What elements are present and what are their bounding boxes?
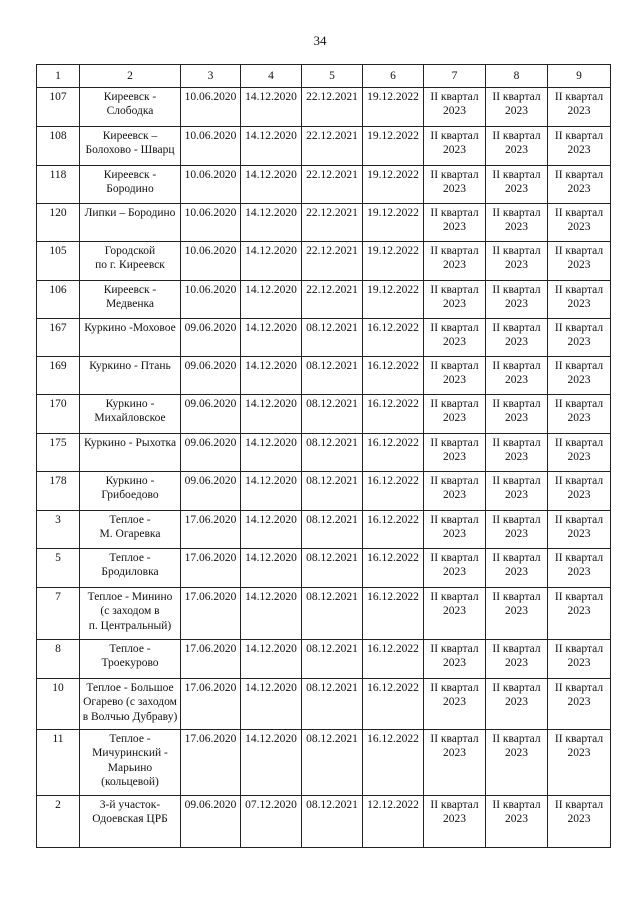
date-cell-3: 17.06.2020 (181, 640, 241, 679)
route-name-cell: 3-й участок- Одоевская ЦРБ (80, 796, 181, 848)
date-cell-4: 14.12.2020 (241, 204, 302, 242)
date-cell-6: 19.12.2022 (363, 166, 424, 204)
route-name-cell: Липки – Бородино (80, 204, 181, 242)
row-number-cell: 11 (37, 730, 80, 796)
route-name-cell: Куркино - Михайловское (80, 395, 181, 434)
date-cell-3: 17.06.2020 (181, 588, 241, 640)
quarter-cell-7: II квартал 2023 (424, 679, 486, 730)
quarter-cell-9: II квартал 2023 (548, 679, 611, 730)
date-cell-5: 22.12.2021 (302, 204, 363, 242)
date-cell-6: 19.12.2022 (363, 281, 424, 319)
quarter-cell-9: II квартал 2023 (548, 511, 611, 549)
quarter-cell-8: II квартал 2023 (486, 395, 548, 434)
date-cell-6: 19.12.2022 (363, 88, 424, 127)
quarter-cell-8: II квартал 2023 (486, 434, 548, 472)
column-header: 1 (37, 65, 80, 88)
date-cell-4: 14.12.2020 (241, 319, 302, 357)
row-number-cell: 108 (37, 127, 80, 166)
row-number-cell: 3 (37, 511, 80, 549)
route-name-cell: Киреевск – Болохово - Шварц (80, 127, 181, 166)
row-number-cell: 10 (37, 679, 80, 730)
table-row (37, 588, 611, 640)
date-cell-5: 08.12.2021 (302, 640, 363, 679)
table-row (37, 204, 611, 242)
date-cell-4: 14.12.2020 (241, 166, 302, 204)
table-row (37, 472, 611, 511)
quarter-cell-8: II квартал 2023 (486, 511, 548, 549)
quarter-cell-7: II квартал 2023 (424, 549, 486, 588)
column-header: 8 (486, 65, 548, 88)
page-number: 34 (313, 33, 327, 48)
routes-table (36, 64, 611, 848)
date-cell-4: 14.12.2020 (241, 588, 302, 640)
row-number-cell: 175 (37, 434, 80, 472)
date-cell-5: 08.12.2021 (302, 434, 363, 472)
quarter-cell-9: II квартал 2023 (548, 281, 611, 319)
date-cell-3: 10.06.2020 (181, 88, 241, 127)
date-cell-4: 14.12.2020 (241, 88, 302, 127)
date-cell-6: 16.12.2022 (363, 357, 424, 395)
date-cell-4: 14.12.2020 (241, 395, 302, 434)
table-row (37, 640, 611, 679)
date-cell-3: 17.06.2020 (181, 549, 241, 588)
date-cell-5: 08.12.2021 (302, 796, 363, 848)
quarter-cell-7: II квартал 2023 (424, 319, 486, 357)
quarter-cell-7: II квартал 2023 (424, 242, 486, 281)
column-header: 9 (548, 65, 611, 88)
date-cell-4: 14.12.2020 (241, 679, 302, 730)
date-cell-3: 10.06.2020 (181, 281, 241, 319)
date-cell-3: 10.06.2020 (181, 166, 241, 204)
route-name-cell: Теплое - Троекурово (80, 640, 181, 679)
date-cell-4: 14.12.2020 (241, 242, 302, 281)
table-row (37, 549, 611, 588)
quarter-cell-7: II квартал 2023 (424, 357, 486, 395)
row-number-cell: 7 (37, 588, 80, 640)
date-cell-6: 12.12.2022 (363, 796, 424, 848)
quarter-cell-7: II квартал 2023 (424, 730, 486, 796)
quarter-cell-8: II квартал 2023 (486, 679, 548, 730)
date-cell-6: 16.12.2022 (363, 730, 424, 796)
date-cell-6: 16.12.2022 (363, 549, 424, 588)
date-cell-3: 09.06.2020 (181, 796, 241, 848)
column-header: 7 (424, 65, 486, 88)
row-number-cell: 2 (37, 796, 80, 848)
route-name-cell: Теплое - М. Огаревка (80, 511, 181, 549)
route-name-cell: Куркино -Моховое (80, 319, 181, 357)
quarter-cell-8: II квартал 2023 (486, 640, 548, 679)
quarter-cell-7: II квартал 2023 (424, 588, 486, 640)
date-cell-3: 10.06.2020 (181, 242, 241, 281)
date-cell-6: 16.12.2022 (363, 434, 424, 472)
quarter-cell-8: II квартал 2023 (486, 357, 548, 395)
quarter-cell-9: II квартал 2023 (548, 588, 611, 640)
route-name-cell: Киреевск - Бородино (80, 166, 181, 204)
date-cell-3: 09.06.2020 (181, 434, 241, 472)
date-cell-5: 22.12.2021 (302, 88, 363, 127)
date-cell-5: 08.12.2021 (302, 319, 363, 357)
date-cell-6: 16.12.2022 (363, 395, 424, 434)
column-header: 3 (181, 65, 241, 88)
table-row (37, 357, 611, 395)
table-row (37, 242, 611, 281)
date-cell-5: 08.12.2021 (302, 549, 363, 588)
quarter-cell-9: II квартал 2023 (548, 640, 611, 679)
row-number-cell: 170 (37, 395, 80, 434)
quarter-cell-9: II квартал 2023 (548, 549, 611, 588)
quarter-cell-9: II квартал 2023 (548, 204, 611, 242)
quarter-cell-9: II квартал 2023 (548, 319, 611, 357)
quarter-cell-9: II квартал 2023 (548, 434, 611, 472)
route-name-cell: Теплое - Минино (с заходом в п. Центральный) (80, 588, 181, 640)
date-cell-6: 16.12.2022 (363, 319, 424, 357)
quarter-cell-8: II квартал 2023 (486, 127, 548, 166)
row-number-cell: 106 (37, 281, 80, 319)
table-row (37, 796, 611, 848)
quarter-cell-7: II квартал 2023 (424, 511, 486, 549)
quarter-cell-8: II квартал 2023 (486, 796, 548, 848)
quarter-cell-9: II квартал 2023 (548, 796, 611, 848)
quarter-cell-7: II квартал 2023 (424, 472, 486, 511)
row-number-cell: 169 (37, 357, 80, 395)
date-cell-6: 16.12.2022 (363, 640, 424, 679)
quarter-cell-9: II квартал 2023 (548, 730, 611, 796)
quarter-cell-7: II квартал 2023 (424, 395, 486, 434)
quarter-cell-7: II квартал 2023 (424, 640, 486, 679)
row-number-cell: 118 (37, 166, 80, 204)
date-cell-3: 09.06.2020 (181, 395, 241, 434)
quarter-cell-8: II квартал 2023 (486, 281, 548, 319)
date-cell-3: 17.06.2020 (181, 730, 241, 796)
date-cell-3: 10.06.2020 (181, 127, 241, 166)
date-cell-4: 14.12.2020 (241, 127, 302, 166)
date-cell-5: 22.12.2021 (302, 127, 363, 166)
date-cell-3: 09.06.2020 (181, 472, 241, 511)
row-number-cell: 8 (37, 640, 80, 679)
date-cell-5: 08.12.2021 (302, 730, 363, 796)
column-header: 5 (302, 65, 363, 88)
table-row (37, 730, 611, 796)
route-name-cell: Куркино - Птань (80, 357, 181, 395)
date-cell-5: 08.12.2021 (302, 357, 363, 395)
date-cell-6: 19.12.2022 (363, 204, 424, 242)
table-row (37, 88, 611, 127)
date-cell-6: 16.12.2022 (363, 588, 424, 640)
date-cell-4: 14.12.2020 (241, 511, 302, 549)
table-row (37, 395, 611, 434)
row-number-cell: 120 (37, 204, 80, 242)
date-cell-5: 22.12.2021 (302, 281, 363, 319)
date-cell-6: 19.12.2022 (363, 127, 424, 166)
table-row (37, 679, 611, 730)
date-cell-4: 07.12.2020 (241, 796, 302, 848)
route-name-cell: Куркино - Рыхотка (80, 434, 181, 472)
date-cell-3: 10.06.2020 (181, 204, 241, 242)
date-cell-3: 17.06.2020 (181, 511, 241, 549)
date-cell-6: 19.12.2022 (363, 242, 424, 281)
table-row (37, 281, 611, 319)
route-name-cell: Теплое - Мичуринский - Марьино (кольцевой) (80, 730, 181, 796)
route-name-cell: Теплое - Бродиловка (80, 549, 181, 588)
quarter-cell-8: II квартал 2023 (486, 88, 548, 127)
quarter-cell-7: II квартал 2023 (424, 127, 486, 166)
quarter-cell-7: II квартал 2023 (424, 796, 486, 848)
column-header: 6 (363, 65, 424, 88)
row-number-cell: 105 (37, 242, 80, 281)
row-number-cell: 107 (37, 88, 80, 127)
date-cell-5: 08.12.2021 (302, 679, 363, 730)
row-number-cell: 5 (37, 549, 80, 588)
quarter-cell-9: II квартал 2023 (548, 472, 611, 511)
date-cell-6: 16.12.2022 (363, 472, 424, 511)
date-cell-5: 22.12.2021 (302, 166, 363, 204)
column-header: 2 (80, 65, 181, 88)
date-cell-4: 14.12.2020 (241, 730, 302, 796)
row-number-cell: 167 (37, 319, 80, 357)
quarter-cell-8: II квартал 2023 (486, 588, 548, 640)
column-header: 4 (241, 65, 302, 88)
date-cell-5: 08.12.2021 (302, 472, 363, 511)
quarter-cell-8: II квартал 2023 (486, 472, 548, 511)
quarter-cell-8: II квартал 2023 (486, 242, 548, 281)
quarter-cell-8: II квартал 2023 (486, 730, 548, 796)
date-cell-3: 17.06.2020 (181, 679, 241, 730)
date-cell-4: 14.12.2020 (241, 549, 302, 588)
quarter-cell-7: II квартал 2023 (424, 166, 486, 204)
quarter-cell-9: II квартал 2023 (548, 395, 611, 434)
table-row (37, 319, 611, 357)
row-number-cell: 178 (37, 472, 80, 511)
date-cell-4: 14.12.2020 (241, 640, 302, 679)
table-row (37, 166, 611, 204)
date-cell-6: 16.12.2022 (363, 511, 424, 549)
date-cell-4: 14.12.2020 (241, 434, 302, 472)
route-name-cell: Городской по г. Киреевск (80, 242, 181, 281)
date-cell-3: 09.06.2020 (181, 357, 241, 395)
route-name-cell: Киреевск - Медвенка (80, 281, 181, 319)
date-cell-5: 08.12.2021 (302, 588, 363, 640)
quarter-cell-7: II квартал 2023 (424, 204, 486, 242)
date-cell-4: 14.12.2020 (241, 357, 302, 395)
quarter-cell-8: II квартал 2023 (486, 204, 548, 242)
table-row (37, 434, 611, 472)
date-cell-5: 08.12.2021 (302, 395, 363, 434)
quarter-cell-9: II квартал 2023 (548, 88, 611, 127)
quarter-cell-8: II квартал 2023 (486, 549, 548, 588)
header-row (37, 65, 611, 88)
route-name-cell: Киреевск - Слободка (80, 88, 181, 127)
quarter-cell-8: II квартал 2023 (486, 166, 548, 204)
route-name-cell: Куркино - Грибоедово (80, 472, 181, 511)
route-name-cell: Теплое - Большое Огарево (с заходом в Волчью Дубраву) (80, 679, 181, 730)
date-cell-5: 22.12.2021 (302, 242, 363, 281)
date-cell-6: 16.12.2022 (363, 679, 424, 730)
table-row (37, 511, 611, 549)
quarter-cell-9: II квартал 2023 (548, 166, 611, 204)
quarter-cell-7: II квартал 2023 (424, 281, 486, 319)
date-cell-4: 14.12.2020 (241, 472, 302, 511)
date-cell-5: 08.12.2021 (302, 511, 363, 549)
date-cell-3: 09.06.2020 (181, 319, 241, 357)
quarter-cell-7: II квартал 2023 (424, 88, 486, 127)
quarter-cell-9: II квартал 2023 (548, 242, 611, 281)
quarter-cell-7: II квартал 2023 (424, 434, 486, 472)
quarter-cell-9: II квартал 2023 (548, 127, 611, 166)
quarter-cell-8: II квартал 2023 (486, 319, 548, 357)
quarter-cell-9: II квартал 2023 (548, 357, 611, 395)
date-cell-4: 14.12.2020 (241, 281, 302, 319)
table-row (37, 127, 611, 166)
